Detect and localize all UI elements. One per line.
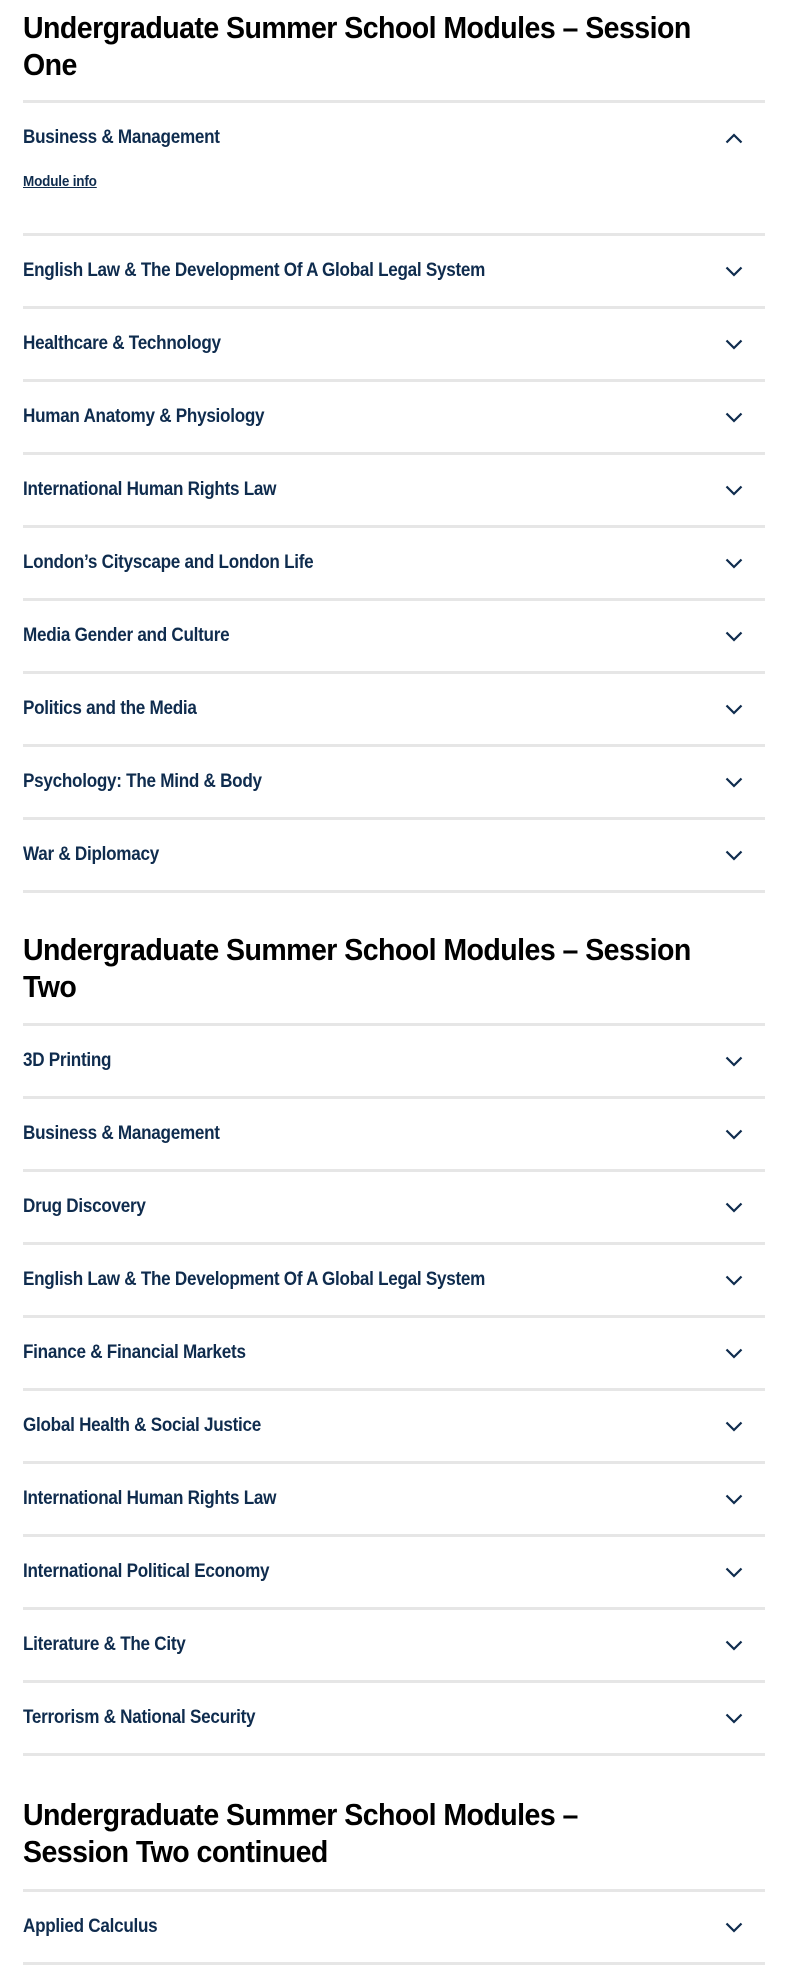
accordion-header[interactable]: [23, 1318, 765, 1388]
accordion-item: [23, 103, 765, 236]
accordion-header[interactable]: [23, 747, 765, 817]
accordion-title: Psychology: The Mind & Body: [23, 771, 262, 792]
chevron-down-icon[interactable]: [723, 406, 745, 428]
chevron-down-icon[interactable]: [723, 1488, 745, 1510]
accordion-title: Finance & Financial Markets: [23, 1342, 246, 1363]
accordion-header[interactable]: [23, 528, 765, 598]
accordion-header[interactable]: [23, 674, 765, 744]
accordion-title: Drug Discovery: [23, 1196, 146, 1217]
accordion-header[interactable]: [23, 455, 765, 525]
accordion-title: International Human Rights Law: [23, 479, 277, 500]
section-title: Undergraduate Summer School Modules – Session Two: [23, 932, 691, 1004]
accordion-item: [23, 1099, 765, 1172]
accordion-header[interactable]: [23, 1172, 765, 1242]
accordion-title: Politics and the Media: [23, 698, 197, 719]
accordion-header[interactable]: [23, 1099, 765, 1169]
accordion-item: [23, 1464, 765, 1537]
section-title: Undergraduate Summer School Modules – Session One: [23, 10, 691, 82]
accordion-title: 3D Printing: [23, 1050, 112, 1071]
chevron-down-icon[interactable]: [723, 1415, 745, 1437]
accordion-title: Business & Management: [23, 1123, 220, 1144]
accordion-header[interactable]: [23, 309, 765, 379]
chevron-down-icon[interactable]: [723, 1123, 745, 1145]
accordion-header[interactable]: [23, 1391, 765, 1461]
accordion-item: [23, 1683, 765, 1756]
accordion-title: International Human Rights Law: [23, 1488, 277, 1509]
chevron-down-icon[interactable]: [723, 479, 745, 501]
accordion-header[interactable]: [23, 236, 765, 306]
chevron-down-icon[interactable]: [723, 1707, 745, 1729]
accordion-title: Terrorism & National Security: [23, 1707, 256, 1728]
chevron-down-icon[interactable]: [723, 844, 745, 866]
accordion-title: Literature & The City: [23, 1634, 186, 1655]
chevron-down-icon[interactable]: [723, 260, 745, 282]
accordion-title: Global Health & Social Justice: [23, 1415, 262, 1436]
accordion-item: [23, 1172, 765, 1245]
accordion-header[interactable]: [23, 1610, 765, 1680]
chevron-down-icon[interactable]: [723, 333, 745, 355]
accordion-item: [23, 1610, 765, 1683]
section-session-two-continued: [23, 1756, 765, 1965]
accordion-item: [23, 455, 765, 528]
chevron-down-icon[interactable]: [723, 771, 745, 793]
accordion-item: [23, 1892, 765, 1965]
accordion-item: [23, 1318, 765, 1391]
accordion-header[interactable]: [23, 1683, 765, 1753]
accordion-item: [23, 1245, 765, 1318]
accordion-list: [23, 100, 765, 893]
accordion-header[interactable]: [23, 1537, 765, 1607]
accordion-item: [23, 382, 765, 455]
chevron-down-icon[interactable]: [723, 625, 745, 647]
accordion-title: English Law & The Development Of A Global Legal System: [23, 260, 486, 281]
accordion-title: Applied Calculus: [23, 1916, 158, 1937]
accordion-header[interactable]: [23, 382, 765, 452]
accordion-item: [23, 1391, 765, 1464]
accordion-item: [23, 309, 765, 382]
accordion-title: Media Gender and Culture: [23, 625, 230, 646]
chevron-down-icon[interactable]: [723, 1561, 745, 1583]
accordion-list: [23, 1023, 765, 1756]
accordion-header[interactable]: [23, 1892, 765, 1962]
accordion-title: Business & Management: [23, 127, 220, 148]
accordion-item: [23, 674, 765, 747]
chevron-down-icon[interactable]: [723, 698, 745, 720]
accordion-item: [23, 747, 765, 820]
chevron-down-icon[interactable]: [723, 1050, 745, 1072]
chevron-down-icon[interactable]: [723, 1342, 745, 1364]
chevron-up-icon[interactable]: [723, 127, 745, 149]
accordion-title: International Political Economy: [23, 1561, 270, 1582]
chevron-down-icon[interactable]: [723, 1269, 745, 1291]
chevron-down-icon[interactable]: [723, 552, 745, 574]
chevron-down-icon[interactable]: [723, 1916, 745, 1938]
accordion-header[interactable]: [23, 601, 765, 671]
accordion-title: War & Diplomacy: [23, 844, 159, 865]
accordion-header[interactable]: [23, 1464, 765, 1534]
accordion-title: Healthcare & Technology: [23, 333, 221, 354]
accordion-item: [23, 601, 765, 674]
module-info-link[interactable]: Module info: [23, 173, 97, 190]
accordion-header[interactable]: [23, 1026, 765, 1096]
accordion-title: London’s Cityscape and London Life: [23, 552, 314, 573]
accordion-item: [23, 1026, 765, 1099]
accordion-item: [23, 236, 765, 309]
section-session-two: [23, 893, 765, 1756]
accordion-item: [23, 1537, 765, 1610]
accordion-title: English Law & The Development Of A Global Legal System: [23, 1269, 486, 1290]
accordion-body: [23, 173, 765, 233]
accordion-title: Human Anatomy & Physiology: [23, 406, 265, 427]
accordion-header[interactable]: [23, 103, 765, 173]
chevron-down-icon[interactable]: [723, 1196, 745, 1218]
accordion-item: [23, 528, 765, 601]
accordion-header[interactable]: [23, 1245, 765, 1315]
section-session-one: [23, 0, 765, 893]
section-title: Undergraduate Summer School Modules – Session Two continued: [23, 1797, 578, 1869]
accordion-header[interactable]: [23, 820, 765, 890]
accordion-item: [23, 820, 765, 893]
accordion-list: [23, 1889, 765, 1965]
chevron-down-icon[interactable]: [723, 1634, 745, 1656]
